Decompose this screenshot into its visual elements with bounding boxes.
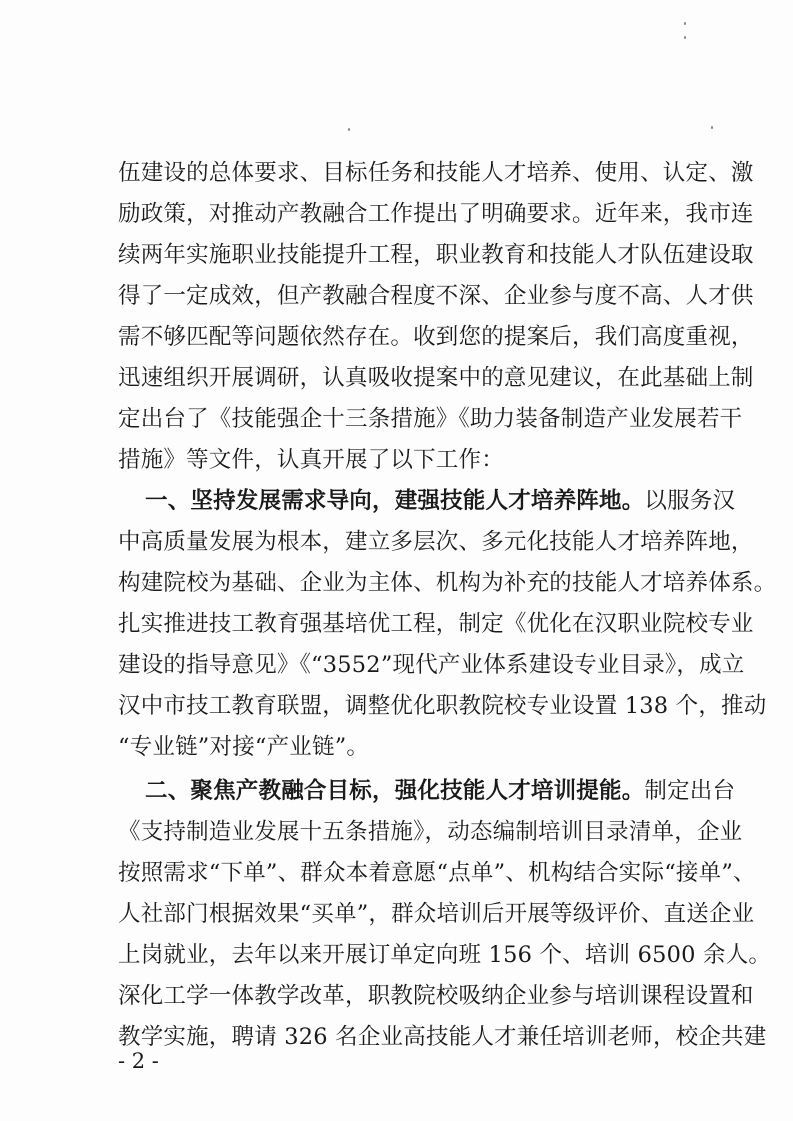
- body-text-line: 续两年实施职业技能提升工程，职业教育和技能人才队伍建设取: [118, 242, 754, 268]
- body-text-line: 定出台了《技能强企十三条措施》《助力装备制造产业发展若干: [118, 406, 743, 432]
- body-text-line: 构建院校为基础、企业为主体、机构为补充的技能人才培养体系。: [118, 570, 777, 596]
- scan-speck: [684, 36, 686, 39]
- scan-speck: [711, 126, 713, 129]
- section-2-heading: 二、聚焦产教融合目标，强化技能人才培训提能。: [145, 778, 645, 804]
- body-text-line: 扎实推进技工教育强基培优工程，制定《优化在汉职业院校专业: [118, 611, 754, 637]
- scan-speck: [348, 128, 350, 131]
- section-1-lead-text: 以服务汉: [644, 488, 736, 514]
- body-text-line: 需不够匹配等问题依然存在。收到您的提案后，我们高度重视，: [118, 324, 754, 350]
- section-1-heading: 一、坚持发展需求导向，建强技能人才培养阵地。: [145, 488, 645, 514]
- body-text-line: 上岗就业，去年以来开展订单定向班 156 个、培训 6500 余人。: [118, 942, 772, 968]
- body-text-line: 中高质量发展为根本，建立多层次、多元化技能人才培养阵地，: [118, 529, 754, 555]
- body-text-line: 建设的指导意见》《“3552”现代产业体系建设专业目录》，成立: [118, 652, 745, 678]
- page-number: - 2 -: [118, 1049, 159, 1073]
- body-text-line: 汉中市技工教育联盟，调整优化职教院校专业设置 138 个，推动: [118, 693, 767, 719]
- section-1-first-line: [145, 486, 736, 516]
- body-text-line: 措施》等文件，认真开展了以下工作：: [118, 447, 504, 473]
- body-text-line: 按照需求“下单”、群众本着意愿“点单”、机构结合实际“接单”、: [118, 860, 756, 886]
- body-text-line: 迅速组织开展调研，认真吸收提案中的意见建议，在此基础上制: [118, 365, 754, 391]
- body-text-line: “专业链”对接“产业链”。: [118, 734, 370, 760]
- body-text-line: 教学实施，聘请 326 名企业高技能人才兼任培训老师，校企共建: [118, 1024, 767, 1050]
- body-text-line: 深化工学一体教学改革，职教院校吸纳企业参与培训课程设置和: [118, 983, 754, 1009]
- body-text-line: 励政策，对推动产教融合工作提出了明确要求。近年来，我市连: [118, 201, 754, 227]
- section-2-lead-text: 制定出台: [644, 778, 736, 804]
- scan-speck: [684, 22, 686, 25]
- section-2-first-line: [145, 776, 736, 806]
- body-text-line: 得了一定成效，但产教融合程度不深、企业参与度不高、人才供: [118, 283, 754, 309]
- body-text-line: 伍建设的总体要求、目标任务和技能人才培养、使用、认定、激: [118, 160, 754, 186]
- body-text-line: 人社部门根据效果“买单”，群众培训后开展等级评价、直送企业: [118, 901, 755, 927]
- body-text-line: 《支持制造业发展十五条措施》，动态编制培训目录清单，企业: [118, 819, 743, 845]
